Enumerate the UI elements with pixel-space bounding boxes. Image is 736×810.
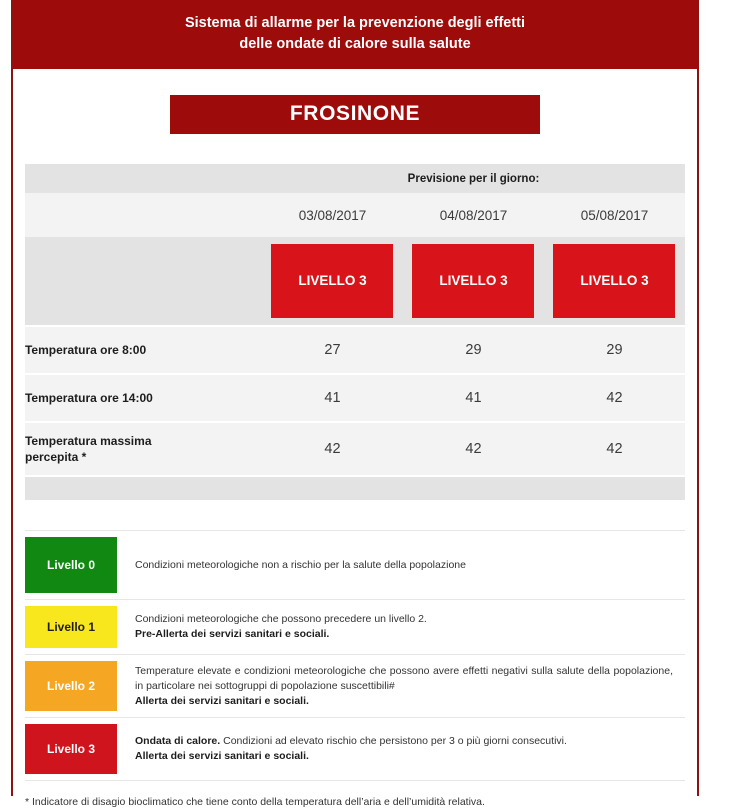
dates-empty-cell [25, 193, 262, 237]
level-badge-day-1: LIVELLO 3 [271, 244, 393, 318]
legend-badge-livello-0: Livello 0 [25, 537, 117, 593]
page-content [13, 0, 697, 808]
temp-14-value-day-1: 41 [262, 374, 403, 422]
city-title-container [13, 69, 697, 134]
temp-perceived-value-day-2: 42 [403, 422, 544, 476]
forecast-date-3: 05/08/2017 [544, 193, 685, 237]
forecast-date-2: 04/08/2017 [403, 193, 544, 237]
page-header-banner [13, 0, 697, 69]
legend-description-livello-0 [117, 531, 685, 599]
right-border-rule [697, 0, 699, 796]
header-title-line-1: Sistema di allarme per la prevenzione degli effetti [184, 15, 526, 31]
legend-row-livello-2 [25, 654, 685, 717]
temp-perceived-label-line-1: Temperatura massima [24, 434, 152, 448]
legend-3-line-1-lead: Ondata di calore. [135, 735, 221, 747]
table-row-temp-8 [25, 326, 685, 374]
level-cell-day-3 [544, 237, 685, 326]
legend-3-line-2: Allerta dei servizi sanitari e sociali. [135, 750, 309, 762]
temp-8-value-day-1: 27 [262, 326, 403, 374]
legend-badge-livello-1: Livello 1 [25, 606, 117, 648]
legend-2-line-2: Allerta dei servizi sanitari e sociali. [135, 694, 309, 707]
table-row-temp-perceived [25, 422, 685, 476]
legend-container [25, 500, 685, 781]
level-badge-day-2: LIVELLO 3 [412, 244, 534, 318]
temp-8-value-day-3: 29 [544, 326, 685, 374]
forecast-date-1: 03/08/2017 [262, 193, 403, 237]
legend-description-livello-1 [117, 600, 685, 654]
forecast-table-container [13, 134, 697, 500]
legend-0-line-1: Condizioni meteorologiche non a rischio per la salute della popolazione [135, 558, 466, 571]
table-footer-spacer-row [25, 476, 685, 500]
forecast-caption: Previsione per il giorno: [262, 164, 685, 193]
legend-row-livello-0 [25, 530, 685, 599]
header-title-line-2: delle ondate di calore sulla salute [239, 36, 471, 52]
temp-perceived-label-line-2: percepita * [24, 450, 87, 464]
legend-badge-livello-3: Livello 3 [25, 724, 117, 774]
temp-8-label: Temperatura ore 8:00 [25, 326, 262, 374]
temp-perceived-value-day-3: 42 [544, 422, 685, 476]
forecast-table [25, 164, 685, 500]
table-footer-spacer-cell [25, 476, 685, 500]
forecast-dates-row [25, 193, 685, 237]
legend-3-line-1 [135, 734, 673, 749]
temp-14-label: Temperatura ore 14:00 [25, 374, 262, 422]
legend-row-livello-1 [25, 599, 685, 654]
temp-14-value-day-2: 41 [403, 374, 544, 422]
legend-badge-livello-2: Livello 2 [25, 661, 117, 711]
level-cell-day-1 [262, 237, 403, 326]
levels-empty-cell [25, 237, 262, 326]
footnote-text: * Indicatore di disagio bioclimatico che tiene conto della temperatura dell’aria e dell’umidità relativa. [25, 796, 485, 808]
legend-1-line-2: Pre-Allerta dei servizi sanitari e sociali. [135, 628, 330, 640]
caption-empty-cell [25, 164, 262, 193]
forecast-levels-row [25, 237, 685, 326]
temp-perceived-value-day-1: 42 [262, 422, 403, 476]
legend-1-line-1: Condizioni meteorologiche che possono precedere un livello 2. [135, 613, 427, 625]
legend-2-line-1: Temperature elevate e condizioni meteorologiche che possono avere effetti negativi sulla salute della popolazione, in particolare nei sottogruppi di popolazione suscettibili# [135, 664, 673, 692]
legend-row-livello-3 [25, 717, 685, 781]
table-row-temp-14 [25, 374, 685, 422]
level-badge-day-3: LIVELLO 3 [553, 244, 675, 318]
temp-14-value-day-3: 42 [544, 374, 685, 422]
forecast-caption-row [25, 164, 685, 193]
legend-description-livello-2 [117, 655, 685, 717]
temp-8-value-day-2: 29 [403, 326, 544, 374]
city-name-badge: FROSINONE [170, 95, 540, 134]
temp-perceived-label [25, 422, 262, 476]
legend-description-livello-3 [117, 718, 685, 780]
legend-3-line-1-rest: Condizioni ad elevato rischio che persistono per 3 o più giorni consecutivi. [220, 735, 567, 747]
level-cell-day-2 [403, 237, 544, 326]
